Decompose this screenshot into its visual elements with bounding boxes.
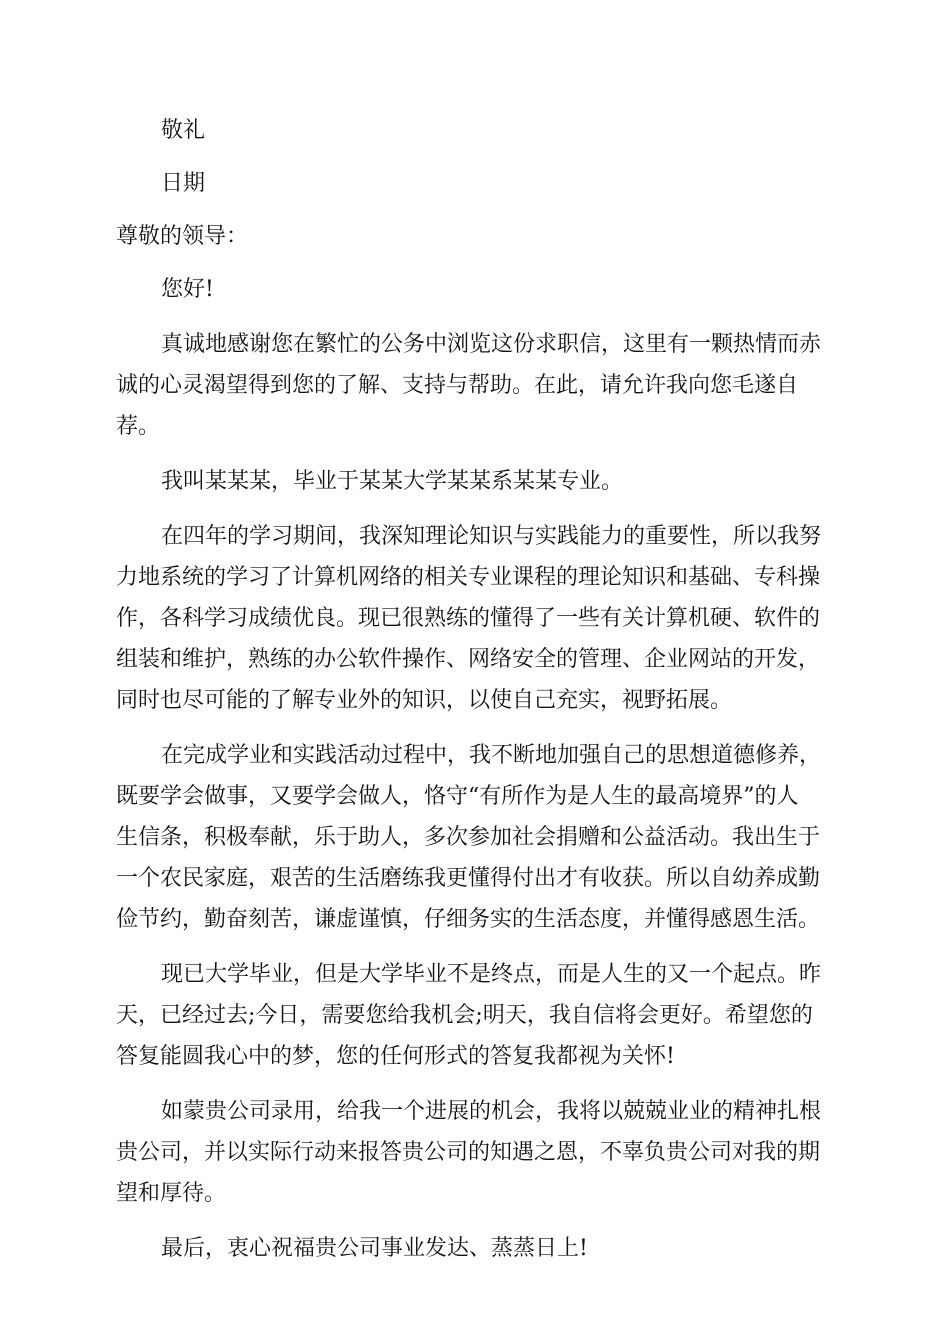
paragraph-gratitude [116,324,836,447]
paragraph-line: 组装和维护，熟练的办公软件操作、网络安全的管理、企业网站的开发， [116,647,821,672]
paragraph-line: 既要学会做事，又要学会做人，恪守“有所作为是人生的最高境界”的人 [116,784,799,809]
paragraph-line: 我叫某某某，毕业于某某大学某某系某某专业。 [161,469,624,494]
paragraph-line: 一个农民家庭，艰苦的生活磨练我更懂得付出才有收获。所以自幼养成勤 [116,866,821,891]
paragraph-character [116,735,836,940]
paragraph-commitment [116,1091,836,1214]
paragraph-line: 同时也尽可能的了解专业外的知识，以使自己充实，视野拓展。 [116,688,733,713]
paragraph-line: 望和厚待。 [116,1181,227,1206]
date-label: 日期 [161,171,206,196]
paragraph-line: 在四年的学习期间，我深知理论知识与实践能力的重要性，所以我努 [161,524,822,549]
paragraph-line: 如蒙贵公司录用，给我一个进展的机会，我将以兢兢业业的精神扎根 [161,1099,822,1124]
letter-body [116,110,836,1283]
paragraph-line: 最后，衷心祝福贵公司事业发达、蒸蒸日上! [161,1236,588,1261]
paragraph-line: 诚的心灵渴望得到您的了解、支持与帮助。在此，请允许我向您毛遂自 [116,373,799,398]
paragraph-line: 真诚地感谢您在繁忙的公务中浏览这份求职信，这里有一颗热情而赤 [161,332,822,357]
paragraph-line: 荐。 [116,414,161,439]
paragraph-graduation [116,954,836,1077]
paragraph-line: 在完成学业和实践活动过程中，我不断地加强自己的思想道德修养， [161,743,822,768]
paragraph-introduction [116,461,836,502]
paragraph-wishes [116,1228,836,1269]
paragraph-line: 力地系统的学习了计算机网络的相关专业课程的理论知识和基础、专科操 [116,565,821,590]
paragraph-line: 生信条，积极奉献，乐于助人，多次参加社会捐赠和公益活动。我出生于 [116,825,821,850]
paragraph-line: 天，已经过去;今日，需要您给我机会;明天，我自信将会更好。希望您的 [116,1003,813,1028]
paragraph-line: 贵公司，并以实际行动来报答贵公司的知遇之恩，不辜负贵公司对我的期 [116,1140,821,1165]
paragraph-line: 作，各科学习成绩优良。现已很熟练的懂得了一些有关计算机硬、软件的 [116,606,821,631]
paragraph-line: 俭节约，勤奋刻苦，谦虚谨慎，仔细务实的生活态度，并懂得感恩生活。 [116,907,821,932]
salutation: 尊敬的领导： [116,224,249,249]
paragraph-study [116,516,836,721]
paragraph-line: 答复能圆我心中的梦，您的任何形式的答复我都视为关怀! [116,1044,675,1069]
paragraph-line: 现已大学毕业，但是大学毕业不是终点，而是人生的又一个起点。昨 [161,962,822,987]
closing-text: 敬礼 [161,118,206,143]
greeting: 您好! [161,277,214,302]
